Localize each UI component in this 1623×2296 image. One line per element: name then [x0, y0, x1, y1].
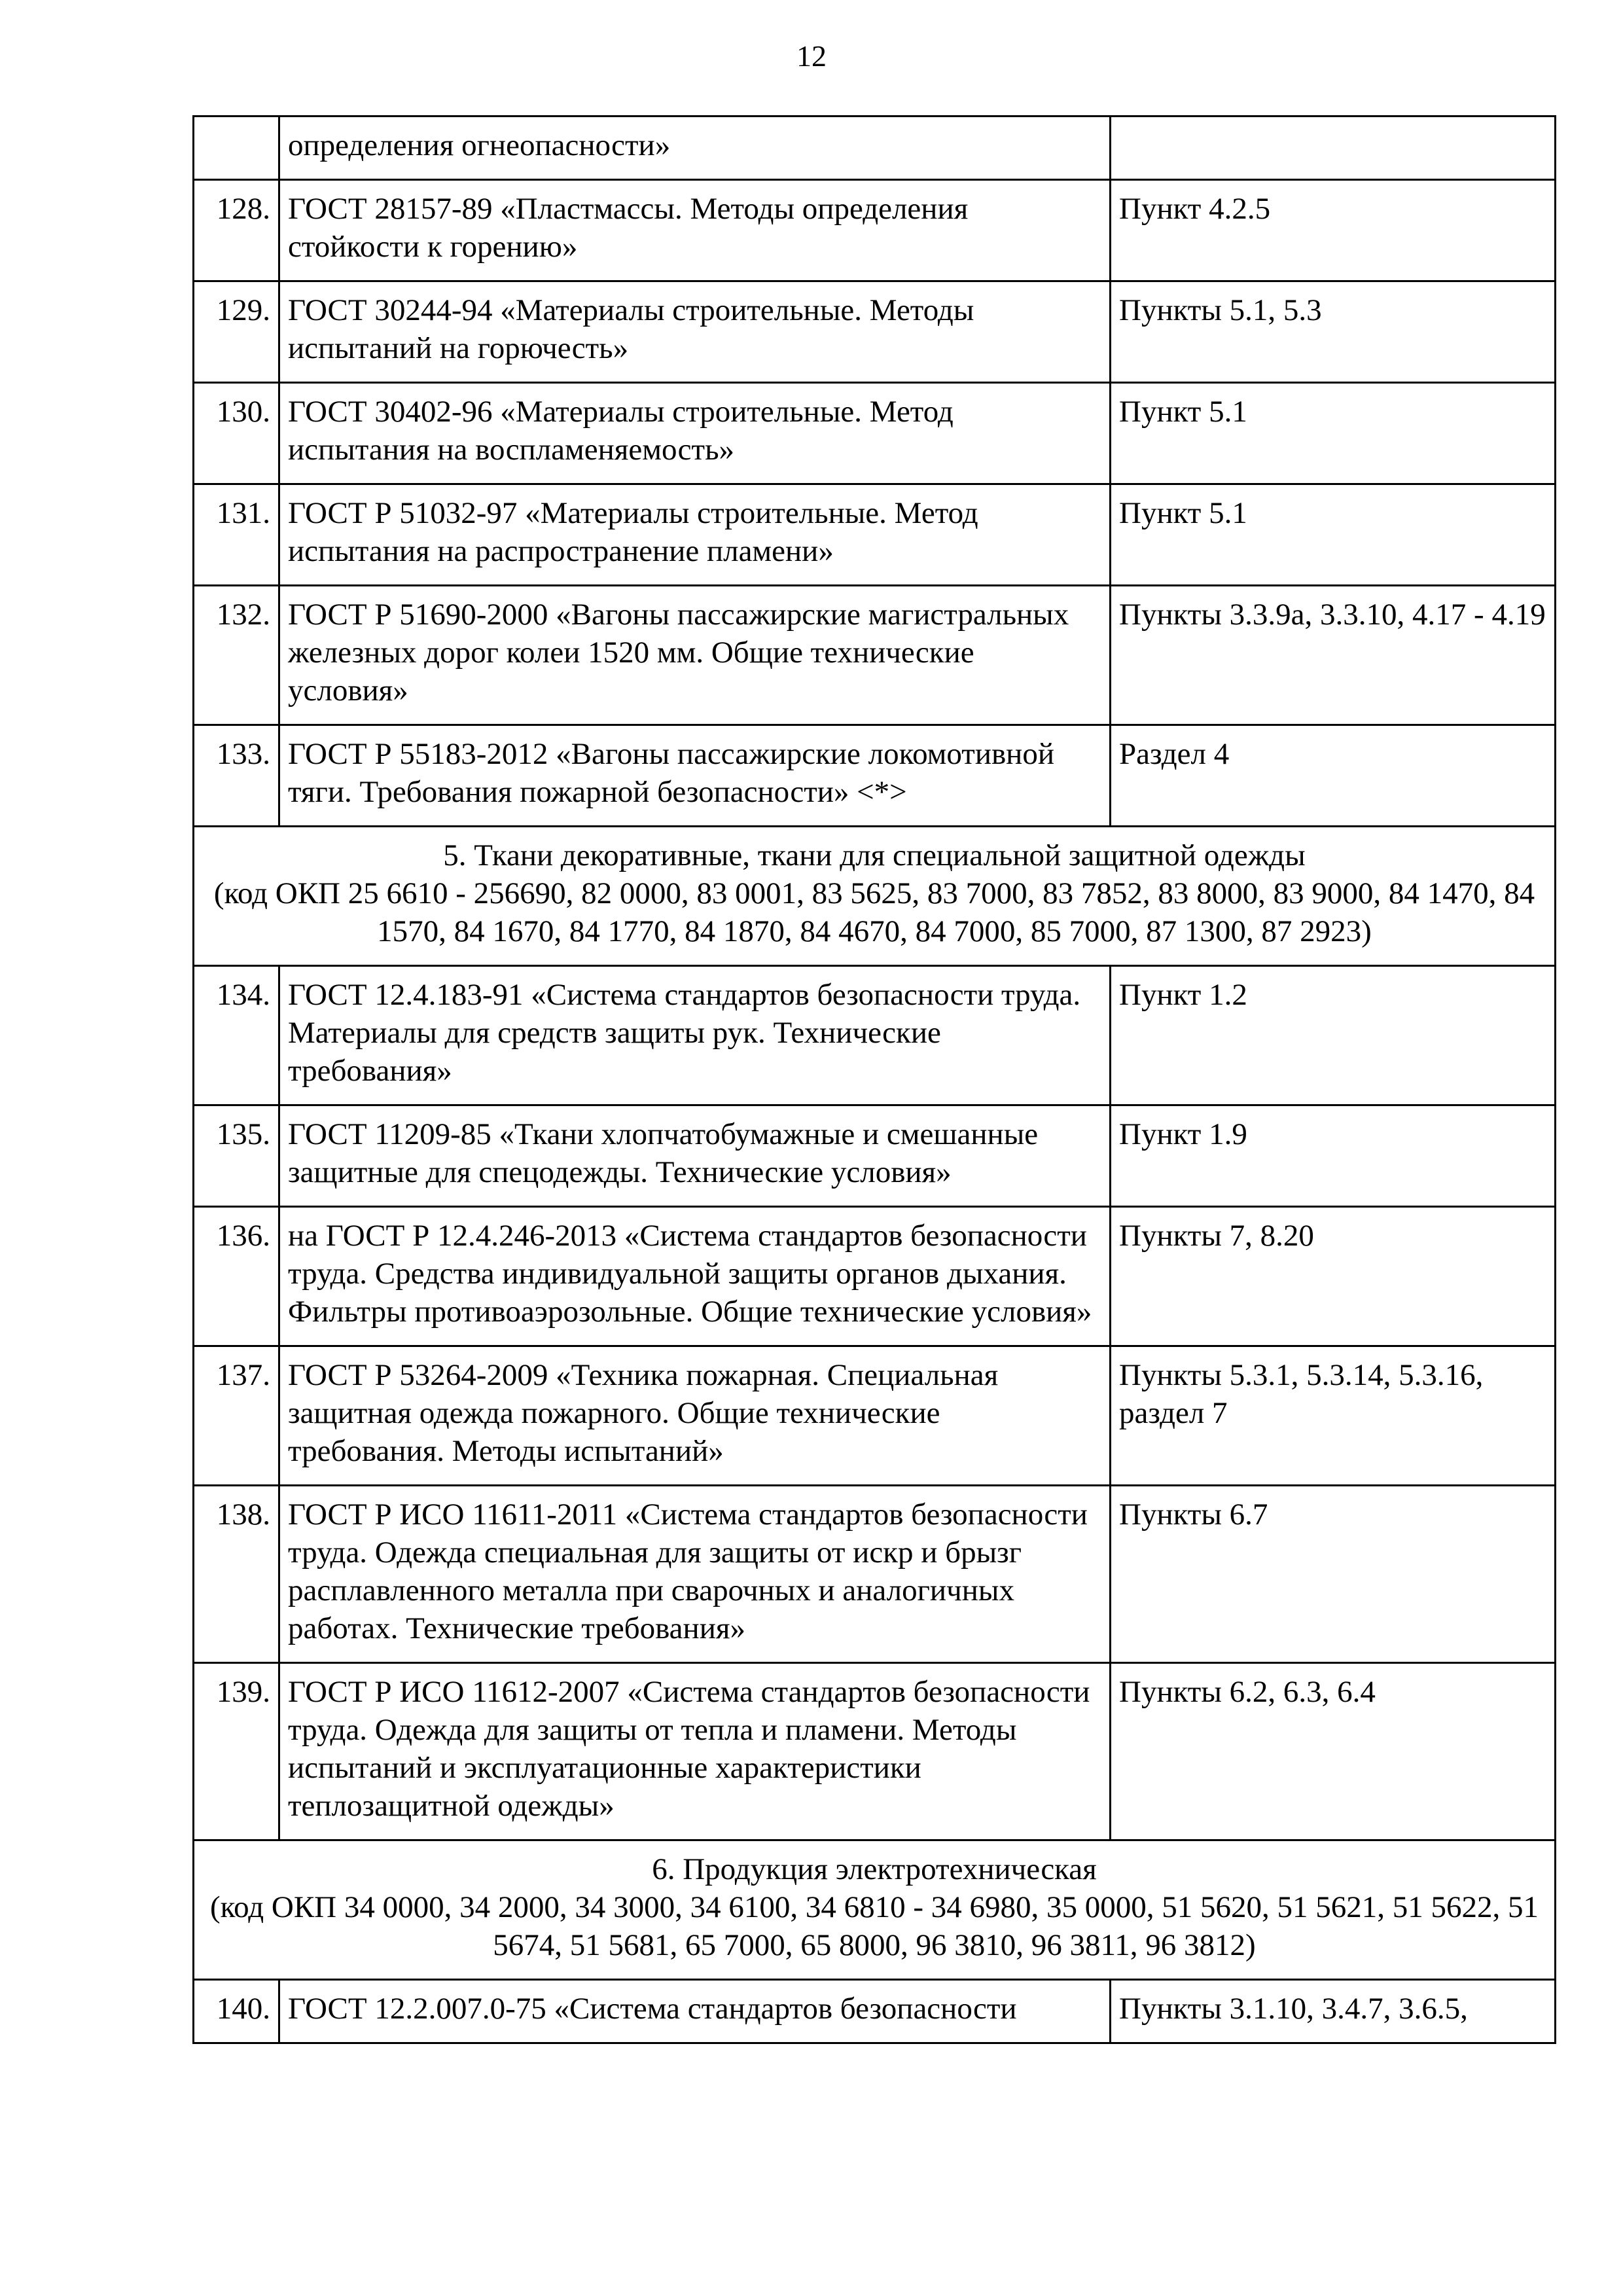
- section-header: [194, 827, 1556, 966]
- row-number: 140.: [194, 1980, 279, 2043]
- row-number: 131.: [194, 484, 279, 586]
- table-row: [194, 180, 1556, 281]
- section-header-row: [194, 827, 1556, 966]
- row-number: 139.: [194, 1663, 279, 1840]
- standard-clauses: Пункт 1.9: [1111, 1105, 1556, 1207]
- row-number: 133.: [194, 725, 279, 827]
- standard-clauses: Пункты 6.2, 6.3, 6.4: [1111, 1663, 1556, 1840]
- standard-clauses: Пункты 3.1.10, 3.4.7, 3.6.5,: [1111, 1980, 1556, 2043]
- table-row: [194, 1346, 1556, 1486]
- standard-clauses: Пункт 5.1: [1111, 484, 1556, 586]
- standard-clauses: Пункты 6.7: [1111, 1486, 1556, 1663]
- row-number: 137.: [194, 1346, 279, 1486]
- table-row: [194, 1486, 1556, 1663]
- standard-clauses: Раздел 4: [1111, 725, 1556, 827]
- standard-title: ГОСТ 11209-85 «Ткани хлопчатобумажные и смешанные защитные для спецодежды. Технические условия»: [279, 1105, 1111, 1207]
- row-number: 129.: [194, 281, 279, 383]
- row-number: 130.: [194, 383, 279, 484]
- standard-title: определения огнеопасности»: [279, 117, 1111, 180]
- row-number: 132.: [194, 586, 279, 725]
- standard-clauses: Пункт 4.2.5: [1111, 180, 1556, 281]
- standard-clauses: Пункты 5.1, 5.3: [1111, 281, 1556, 383]
- table-row: [194, 1207, 1556, 1346]
- row-number: 134.: [194, 966, 279, 1105]
- standard-title: ГОСТ Р 51032-97 «Материалы строительные. Метод испытания на распространение пламени»: [279, 484, 1111, 586]
- table-row: [194, 1105, 1556, 1207]
- row-number: [194, 117, 279, 180]
- row-number: 135.: [194, 1105, 279, 1207]
- page-number: 12: [796, 39, 827, 73]
- standard-title: ГОСТ 30244-94 «Материалы строительные. Методы испытаний на горючесть»: [279, 281, 1111, 383]
- standard-title: на ГОСТ Р 12.4.246-2013 «Система стандартов безопасности труда. Средства индивидуальной защиты органов дыхания. Фильтры противоаэрозольные. Общие технические условия»: [279, 1207, 1111, 1346]
- table-row: [194, 484, 1556, 586]
- standard-title: ГОСТ Р ИСО 11611-2011 «Система стандартов безопасности труда. Одежда специальная для защиты от искр и брызг расплавленного металла при сварочных и аналогичных работах. Технические требования»: [279, 1486, 1111, 1663]
- table-row: [194, 1980, 1556, 2043]
- row-number: 138.: [194, 1486, 279, 1663]
- row-number: 128.: [194, 180, 279, 281]
- section-title: 6. Продукция электротехническая: [652, 1852, 1097, 1886]
- section-okp-codes: (код ОКП 25 6610 - 256690, 82 0000, 83 0001, 83 5625, 83 7000, 83 7852, 83 8000, 83 9000, 84 1470, 84 1570, 84 1670, 84 1770, 84 1870, 84 4670, 84 7000, 85 7000, 87 1300, 87 2923): [213, 876, 1535, 948]
- table-row: [194, 725, 1556, 827]
- standard-title: ГОСТ Р 55183-2012 «Вагоны пассажирские локомотивной тяги. Требования пожарной безопасности» <*>: [279, 725, 1111, 827]
- standard-title: ГОСТ Р 53264-2009 «Техника пожарная. Специальная защитная одежда пожарного. Общие технические требования. Методы испытаний»: [279, 1346, 1111, 1486]
- table-row: [194, 966, 1556, 1105]
- standard-clauses: Пункт 1.2: [1111, 966, 1556, 1105]
- section-header-row: [194, 1840, 1556, 1980]
- table-row: [194, 1663, 1556, 1840]
- section-title: 5. Ткани декоративные, ткани для специальной защитной одежды: [443, 838, 1306, 872]
- row-number: 136.: [194, 1207, 279, 1346]
- standard-title: ГОСТ 12.2.007.0-75 «Система стандартов безопасности: [279, 1980, 1111, 2043]
- standard-title: ГОСТ Р 51690-2000 «Вагоны пассажирские магистральных железных дорог колеи 1520 мм. Общие технические условия»: [279, 586, 1111, 725]
- table-row: [194, 383, 1556, 484]
- standard-clauses: Пункты 7, 8.20: [1111, 1207, 1556, 1346]
- standard-clauses: [1111, 117, 1556, 180]
- section-okp-codes: (код ОКП 34 0000, 34 2000, 34 3000, 34 6100, 34 6810 - 34 6980, 35 0000, 51 5620, 51 5621, 51 5622, 51 5674, 51 5681, 65 7000, 65 8000, 96 3810, 96 3811, 96 3812): [209, 1890, 1539, 1962]
- standard-clauses: Пункты 5.3.1, 5.3.14, 5.3.16, раздел 7: [1111, 1346, 1556, 1486]
- standard-title: ГОСТ Р ИСО 11612-2007 «Система стандартов безопасности труда. Одежда для защиты от тепла и пламени. Методы испытаний и эксплуатационные характеристики теплозащитной одежды»: [279, 1663, 1111, 1840]
- standard-title: ГОСТ 30402-96 «Материалы строительные. Метод испытания на воспламеняемость»: [279, 383, 1111, 484]
- standard-title: ГОСТ 28157-89 «Пластмассы. Методы определения стойкости к горению»: [279, 180, 1111, 281]
- table-row: [194, 117, 1556, 180]
- table-row: [194, 281, 1556, 383]
- section-header: [194, 1840, 1556, 1980]
- table-row: [194, 586, 1556, 725]
- standard-clauses: Пункт 5.1: [1111, 383, 1556, 484]
- standards-table: [192, 115, 1556, 2044]
- standard-title: ГОСТ 12.4.183-91 «Система стандартов безопасности труда. Материалы для средств защиты рук. Технические требования»: [279, 966, 1111, 1105]
- standard-clauses: Пункты 3.3.9а, 3.3.10, 4.17 - 4.19: [1111, 586, 1556, 725]
